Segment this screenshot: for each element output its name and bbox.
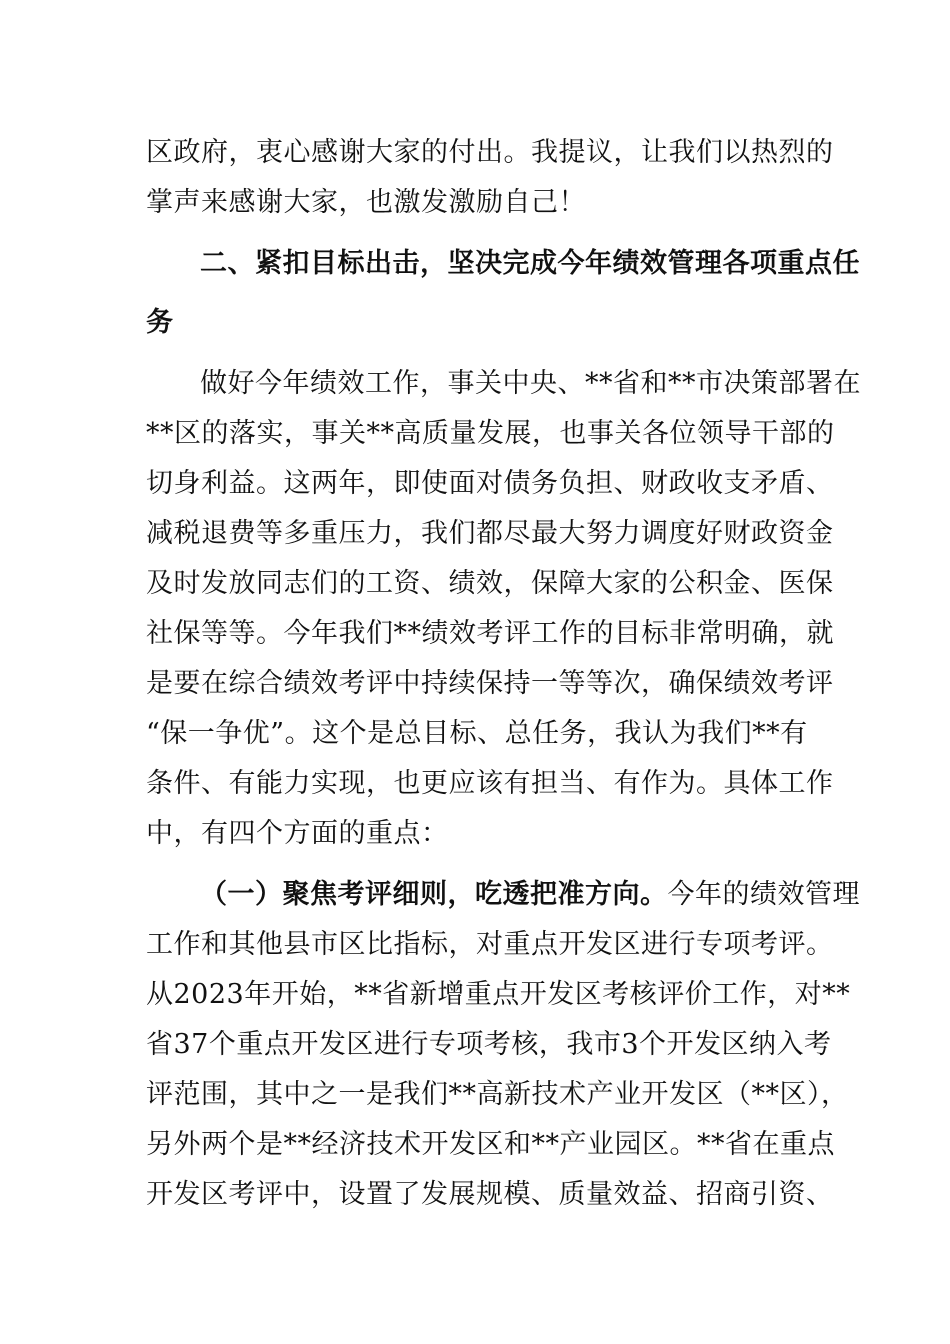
paragraph-line: 另外两个是**经济技术开发区和**产业园区。**省在重点 [146, 1129, 835, 1160]
paragraph-line: 及时发放同志们的工资、绩效，保障大家的公积金、医保 [146, 568, 834, 599]
section-heading: 二、紧扣目标出击，坚决完成今年绩效管理各项重点任 [200, 248, 860, 279]
subsection-first-line [146, 870, 860, 920]
paragraph-line: 掌声来感谢大家，也激发激励自己！ [146, 187, 586, 218]
paragraph-line: 区政府，衷心感谢大家的付出。我提议，让我们以热烈的 [146, 137, 834, 168]
document-body [146, 128, 861, 1220]
paragraph-line: “保一争优”。这个是总目标、总任务，我认为我们**有 [146, 718, 808, 749]
paragraph-line: 开发区考评中，设置了发展规模、质量效益、招商引资、 [146, 1179, 834, 1210]
paragraph-line: 工作和其他县市区比指标，对重点开发区进行专项考评。 [146, 929, 834, 960]
subsection-text: 今年的绩效管理 [667, 879, 860, 910]
paragraph-line: 省37个重点开发区进行专项考核，我市3个开发区纳入考 [146, 1029, 832, 1060]
paragraph-line: 切身利益。这两年，即使面对债务负担、财政收支矛盾、 [146, 468, 834, 499]
paragraph-line: **区的落实，事关**高质量发展，也事关各位领导干部的 [146, 418, 835, 449]
paragraph-line: 减税退费等多重压力，我们都尽最大努力调度好财政资金 [146, 518, 834, 549]
paragraph-line: 从2023年开始，**省新增重点开发区考核评价工作，对** [146, 979, 851, 1010]
paragraph-line: 中，有四个方面的重点： [146, 818, 449, 849]
subsection-lead: （一）聚焦考评细则，吃透把准方向。 [200, 879, 668, 910]
paragraph-line: 是要在综合绩效考评中持续保持一等等次，确保绩效考评 [146, 668, 834, 699]
paragraph-line: 评范围，其中之一是我们**高新技术产业开发区（**区）， [146, 1079, 849, 1110]
section-heading: 务 [146, 307, 174, 338]
paragraph-line: 条件、有能力实现，也更应该有担当、有作为。具体工作 [146, 768, 834, 799]
paragraph-line: 做好今年绩效工作，事关中央、**省和**市决策部署在 [200, 368, 861, 399]
paragraph-line: 社保等等。今年我们**绩效考评工作的目标非常明确，就 [146, 618, 834, 649]
